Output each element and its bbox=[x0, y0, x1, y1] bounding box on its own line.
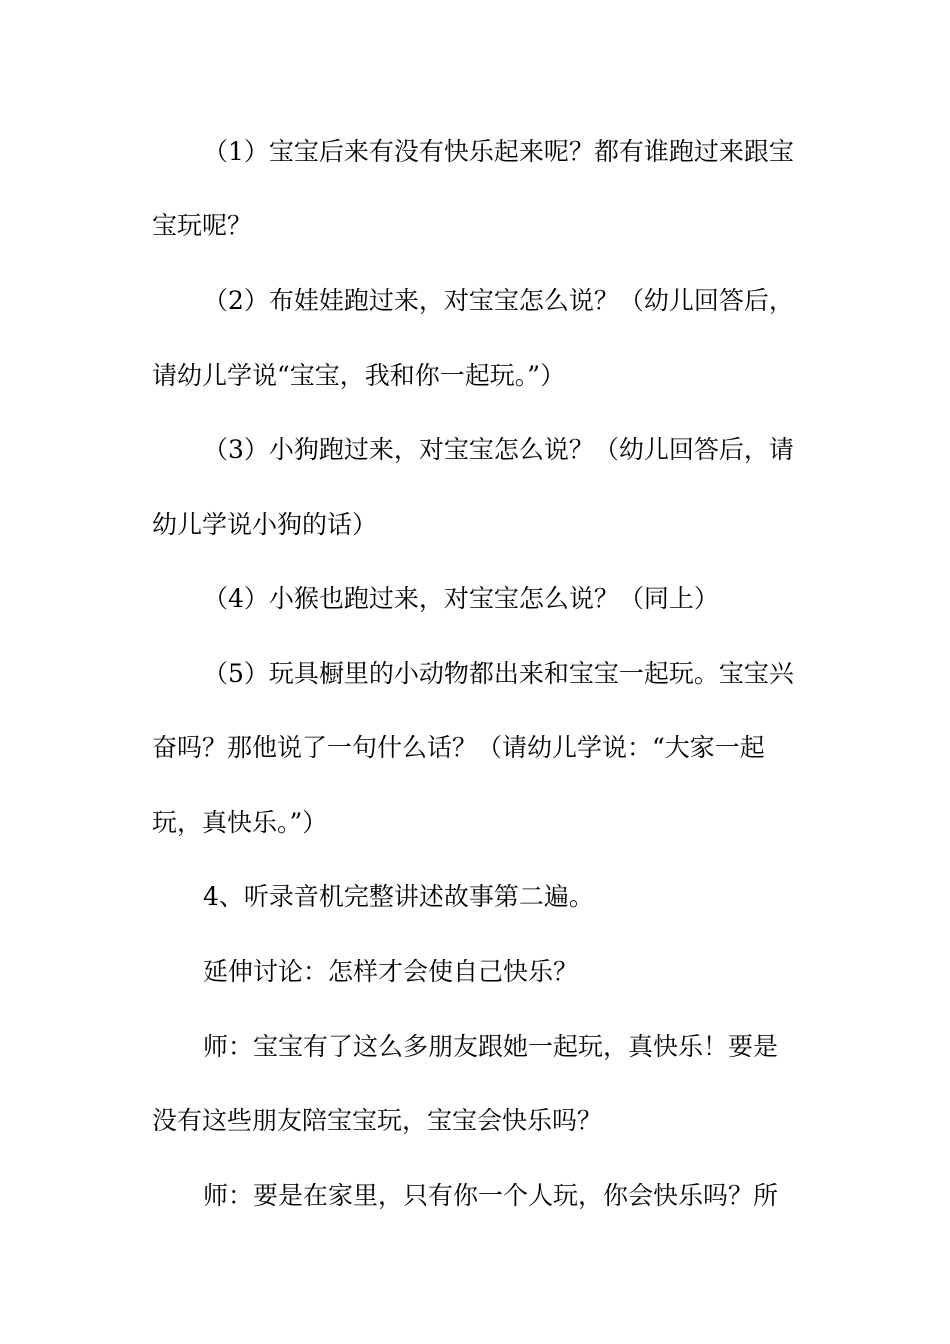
paragraph-5-line-3: 玩，真快乐。”） bbox=[152, 808, 328, 837]
paragraph-8-line-1: 师：宝宝有了这么多朋友跟她一起玩，真快乐！要是 bbox=[203, 1032, 779, 1061]
paragraph-5-line-1: （5）玩具橱里的小动物都出来和宝宝一起玩。宝宝兴 bbox=[203, 659, 794, 688]
paragraph-1-line-1: （1）宝宝后来有没有快乐起来呢？都有谁跑过来跟宝 bbox=[203, 137, 794, 166]
paragraph-5-line-2: 奋吗？那他说了一句什么话？（请幼儿学说：“大家一起 bbox=[152, 733, 765, 762]
paragraph-9-line-1: 师：要是在家里，只有你一个人玩，你会快乐吗？所 bbox=[203, 1181, 779, 1210]
paragraph-2-line-1: （2）布娃娃跑过来，对宝宝怎么说？（幼儿回答后， bbox=[203, 286, 794, 315]
paragraph-3-line-1: （3）小狗跑过来，对宝宝怎么说？（幼儿回答后，请 bbox=[203, 435, 794, 464]
paragraph-7-line-1: 延伸讨论：怎样才会使自己快乐？ bbox=[203, 957, 579, 986]
paragraph-2-line-2: 请幼儿学说“宝宝，我和你一起玩。”） bbox=[152, 361, 566, 390]
paragraph-1-line-2: 宝玩呢？ bbox=[152, 211, 253, 240]
paragraph-8-line-2: 没有这些朋友陪宝宝玩，宝宝会快乐吗？ bbox=[152, 1106, 603, 1135]
paragraph-6-line-1: 4、听录音机完整讲述故事第二遍。 bbox=[203, 882, 594, 911]
paragraph-3-line-2: 幼儿学说小狗的话） bbox=[152, 510, 378, 539]
paragraph-4-line-1: （4）小猴也跑过来，对宝宝怎么说？（同上） bbox=[203, 584, 719, 613]
